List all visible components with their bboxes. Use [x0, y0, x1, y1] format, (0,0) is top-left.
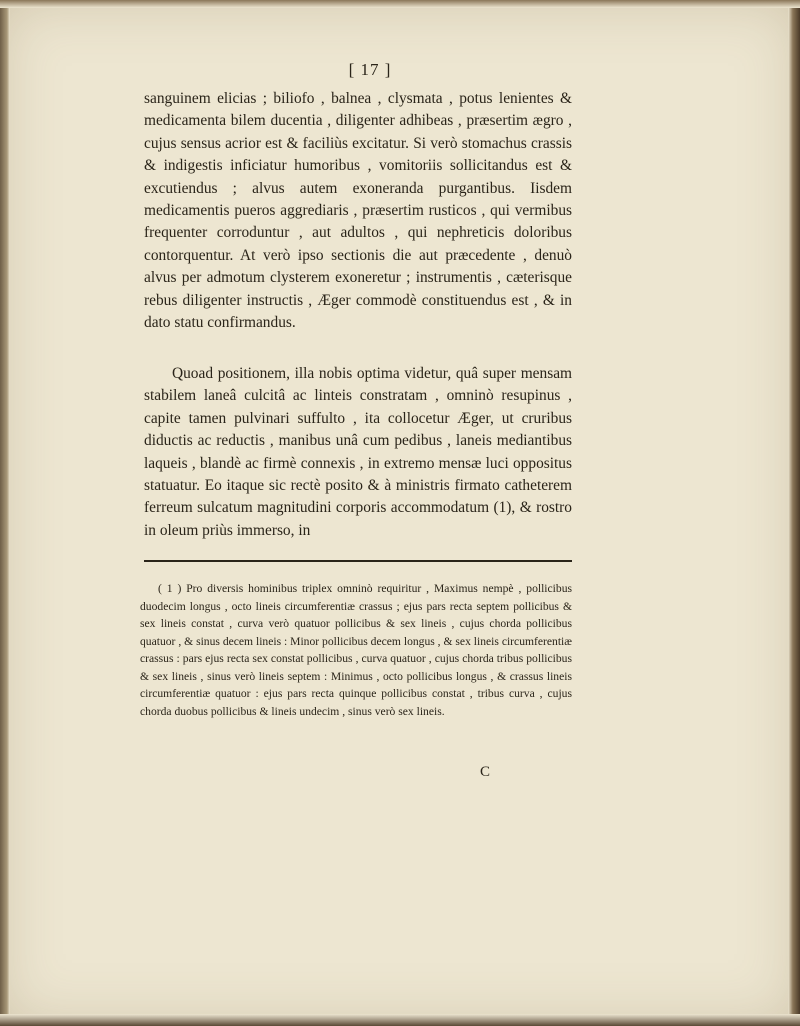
footnote-rule [144, 560, 572, 562]
page-top-edge [0, 0, 800, 8]
page-number: [ 17 ] [348, 60, 392, 79]
body-paragraph-2: Quoad positionem, illa nobis optima videtur, quâ super mensam stabilem laneâ culcitâ ac linteis constratam , omninò resupinus , capite tamen pulvinari suffulto , ita collocetur Æger, ut cruribus diductis ac reductis , manibus unâ cum pedibus , laneis mediantibus laqueis , blandè ac firmè connexis , in extremo mensæ luci oppositus statuatur. Eo itaque sic rectè posito & à ministris firmato catheterem ferreum sulcatum magnitudini corporis accommodatum (1), & rostro in oleum priùs immerso, in [144, 365, 572, 539]
body-paragraph-1: sanguinem elicias ; biliofo , balnea , clysmata , potus lenientes & medicamenta bilem ducentia , diligenter adhibeas , præsertim ægro , cujus sensus acrior est & faciliùs excitatur. Si verò stomachus crassis & indigestis inficiatur humoribus , vomitoriis sollicitandus est & excutiendus ; alvus autem exoneranda purgantibus. Iisdem medicamentis pueros aggrediaris , præsertim rusticos , qui vermibus frequenter corroduntur , aut adultos , qui nephreticis doloribus contorquentur. At verò ipso sectionis die aut præcedente , denuò alvus per admotum clysterem exoneretur ; instrumentis , cæterisque rebus diligenter instructis , Æger commodè constituendus est , & in dato statu confirmandus. [144, 90, 572, 332]
footnote: ( 1 ) Pro diversis hominibus triplex omninò requiritur , Maximus nempè , pollicibus duodecim longus , octo lineis circumferentiæ crassus ; ejus pars recta septem pollicibus & sex lineis constat , curva verò quatuor pollicibus & sex lineis , cujus chorda pollicibus quatuor , & sinus decem lineis : Minor pollicibus decem longus , & sex lineis circumferentiæ crassus : pars ejus recta sex constat pollicibus , curva quatuor , cujus chorda tribus pollicibus & sex lineis , sinus verò lineis septem : Minimus , octo pollicibus longus , & crassus lineis circumferentiæ quatuor : ejus pars recta quinque pollicibus constat , tribus curva , cujus chorda duobus pollicibus & lineis undecim , sinus verò sex lineis. [140, 582, 572, 718]
page-bottom-edge [0, 1014, 800, 1026]
signature-mark: C [480, 764, 491, 780]
page-right-edge [788, 0, 800, 1026]
page-left-edge [0, 0, 10, 1026]
